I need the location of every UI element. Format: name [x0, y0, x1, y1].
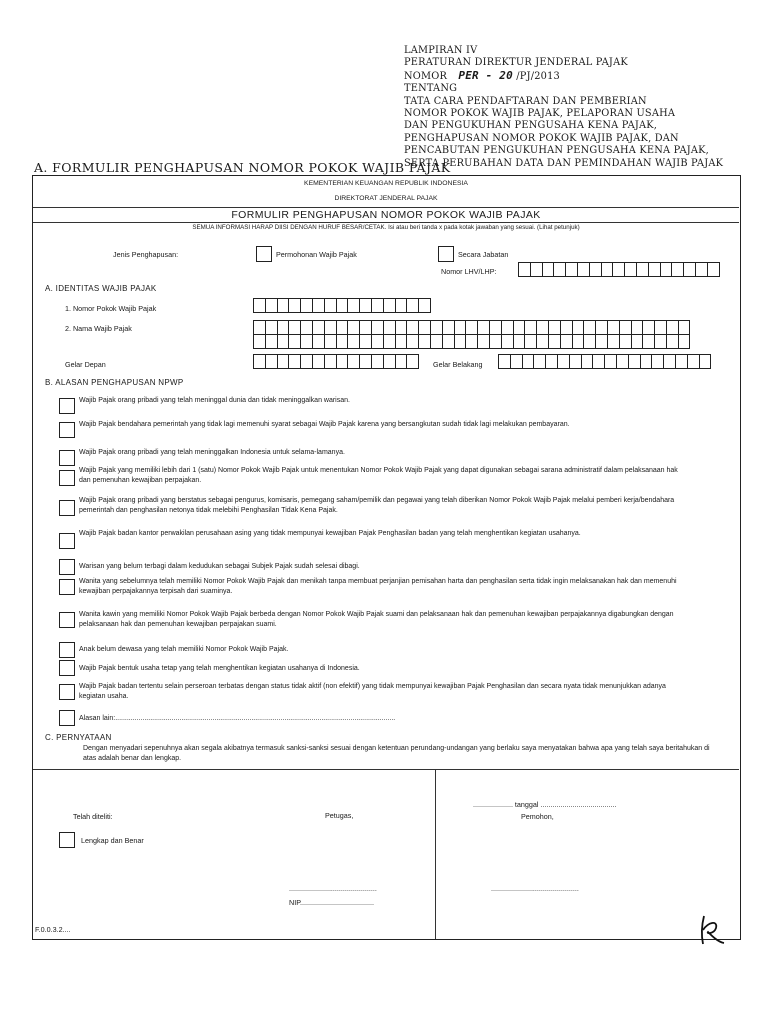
directorate-label: DIREKTORAT JENDERAL PAJAK	[334, 195, 438, 202]
header-line-10: SERTA PERUBAHAN DATA DAN PEMINDAHAN WAJIB PAJAK	[404, 157, 724, 169]
section-title: A. FORMULIR PENGHAPUSAN NOMOR POKOK WAJIB PAJAK	[34, 160, 451, 175]
reason-text: Wajib Pajak bendahara pemerintah yang tidak lagi memenuhi syarat sebagai Wajib Pajak karena yang bersangkutan sudah tidak lagi melakukan pembayaran.	[79, 421, 570, 428]
reason-text: Wajib Pajak badan tertentu selain perseroan terbatas dengan status tidak aktif (non efektif) yang tidak mempunyai kewajiban Pajak Penghasilan dan secara nyata tidak menunjukkan adanya kegiatan usaha.	[79, 683, 666, 701]
handwritten-number: PER - 20	[458, 68, 513, 82]
reason-checkbox[interactable]	[59, 559, 75, 575]
permohonan-label: Permohonan Wajib Pajak	[276, 250, 357, 259]
reason-text: Wajib Pajak yang memiliki lebih dari 1 (satu) Nomor Pokok Wajib Pajak untuk menentukan Nomor Pokok Wajib Pajak yang dapat digunakan sebagai sarana administratif dalam pelaksanaan hak dan pemenuhan kewajiban perpajakan.	[79, 467, 678, 485]
reason-checkbox[interactable]	[59, 533, 75, 549]
header-tentang: TENTANG	[404, 83, 458, 95]
instruction-text: SEMUA INFORMASI HARAP DIISI DENGAN HURUF BESAR/CETAK. Isi atau beri tanda x pada kotak jawaban yang sesuai. (Lihat petunjuk)	[192, 224, 580, 231]
jenis-label: Jenis Penghapusan:	[113, 250, 179, 259]
petugas-label: Petugas,	[325, 811, 354, 820]
reason-text: Wajib Pajak orang pribadi yang berstatus sebagai pengurus, komisaris, pemegang saham/pemilik dan pegawai yang telah diberikan Nomor Pokok Wajib Pajak melalui pemberi kerja/bendahara pemerintah dan penghasilan netonya tidak melebihi Penghasilan Tidak Kena Pajak.	[79, 497, 675, 515]
reason-checkbox[interactable]	[59, 710, 75, 726]
reason-checkbox[interactable]	[59, 450, 75, 466]
form-title: FORMULIR PENGHAPUSAN NOMOR POKOK WAJIB PAJAK	[231, 209, 541, 221]
regulation-header	[404, 45, 723, 170]
nama-input-row-2[interactable]	[254, 334, 690, 349]
header-line-9: PENCABUTAN PENGUKUHAN PENGUSAHA KENA PAJAK,	[404, 145, 709, 157]
vertical-divider	[435, 769, 436, 939]
nama-input-row-1[interactable]	[254, 320, 690, 335]
header-lampiran: LAMPIRAN IV	[404, 45, 478, 56]
reason-text: Wanita yang sebelumnya telah memiliki Nomor Pokok Wajib Pajak dan menikah tanpa membuat perjanjian pemisahan harta dan penghasilan serta tidak ingin melaksanakan hak dan memenuhi kewajiban perpajakannya terpisah dari suaminya.	[79, 578, 677, 596]
nip-field[interactable]: NIP.....................................	[289, 898, 374, 907]
jabatan-checkbox[interactable]	[438, 246, 454, 262]
form-frame	[32, 175, 741, 940]
nama-label: 2. Nama Wajib Pajak	[65, 324, 132, 333]
nomor-lhv-label: Nomor LHV/LHP:	[441, 267, 497, 276]
nomor-lhv-input[interactable]	[519, 262, 720, 277]
gelar-belakang-label: Gelar Belakang	[433, 360, 483, 369]
section-c-heading: C. PERNYATAAN	[45, 733, 112, 742]
header-line-6: NOMOR POKOK WAJIB PAJAK, PELAPORAN USAHA	[404, 108, 676, 120]
gelar-belakang-input[interactable]	[499, 354, 711, 369]
divider	[33, 207, 739, 208]
reason-checkbox[interactable]	[59, 398, 75, 414]
reason-checkbox[interactable]	[59, 684, 75, 700]
gelar-depan-label: Gelar Depan	[65, 360, 106, 369]
tanggal-field[interactable]: .................... tanggal ......................................	[473, 800, 617, 809]
reason-checkbox[interactable]	[59, 470, 75, 486]
header-peraturan: PERATURAN DIREKTUR JENDERAL PAJAK	[404, 57, 628, 69]
telah-diteliti-label: Telah diteliti:	[73, 812, 113, 821]
reason-checkbox[interactable]	[59, 422, 75, 438]
header-nomor-line	[404, 70, 723, 83]
reason-checkbox[interactable]	[59, 579, 75, 595]
gelar-depan-input[interactable]	[254, 354, 419, 369]
reason-text: Wajib Pajak bentuk usaha tetap yang telah menghentikan kegiatan usahanya di Indonesia.	[79, 665, 360, 672]
divider	[33, 222, 739, 223]
header-nomor: NOMOR	[404, 70, 448, 82]
npwp-label: 1. Nomor Pokok Wajib Pajak	[65, 304, 157, 313]
reason-text: Anak belum dewasa yang telah memiliki Nomor Pokok Wajib Pajak.	[79, 646, 289, 653]
reason-text: Alasan lain:................................................................................................................................................	[79, 715, 396, 722]
header-line-5: TATA CARA PENDAFTARAN DAN PEMBERIAN	[404, 95, 647, 107]
reason-checkbox[interactable]	[59, 612, 75, 628]
lengkap-label: Lengkap dan Benar	[81, 836, 144, 845]
handwritten-initial-icon	[696, 912, 728, 948]
section-a-heading: A. IDENTITAS WAJIB PAJAK	[45, 284, 157, 293]
header-line-7: DAN PENGUKUHAN PENGUSAHA KENA PAJAK,	[404, 120, 658, 132]
signature-line-petugas: ............................................	[289, 884, 377, 893]
lengkap-checkbox[interactable]	[59, 832, 75, 848]
reason-checkbox[interactable]	[59, 660, 75, 676]
reason-text: Wanita kawin yang memiliki Nomor Pokok Wajib Pajak berbeda dengan Nomor Pokok Wajib Pajak suami dan pelaksanaan hak dan pemenuhan kewajiban perpajakannya digabungkan dengan pelaksanaan hak dan pemenuhan kewajiban perpajakan suami.	[79, 611, 674, 629]
header-line-8: PENGHAPUSAN NOMOR POKOK WAJIB PAJAK, DAN	[404, 132, 679, 144]
jabatan-label: Secara Jabatan	[458, 250, 509, 259]
form-code: F.0.0.3.2....	[35, 925, 71, 934]
reason-checkbox[interactable]	[59, 642, 75, 658]
statement-text: Dengan menyadari sepenuhnya akan segala akibatnya termasuk sanksi-sanksi sesuai dengan ketentuan perundang-undangan yang berlaku saya menyatakan bahwa apa yang telah saya beritahukan di atas adalah benar dan lengkap.	[83, 745, 710, 763]
section-b-heading: B. ALASAN PENGHAPUSAN NPWP	[45, 378, 184, 387]
reason-text: Warisan yang belum terbagi dalam kedudukan sebagai Subjek Pajak sudah selesai dibagi.	[79, 563, 360, 570]
signature-line-pemohon: ............................................	[491, 884, 579, 893]
divider	[33, 769, 739, 770]
pemohon-label: Pemohon,	[521, 812, 554, 821]
reason-text: Wajib Pajak badan kantor perwakilan perusahaan asing yang tidak mempunyai kewajiban Pajak Penghasilan badan yang telah menghentikan kegiatan usahanya.	[79, 530, 581, 537]
npwp-input[interactable]	[254, 298, 431, 313]
permohonan-checkbox[interactable]	[256, 246, 272, 262]
reason-checkbox[interactable]	[59, 500, 75, 516]
reason-text: Wajib Pajak orang pribadi yang telah meninggalkan Indonesia untuk selama-lamanya.	[79, 449, 345, 456]
ministry-label: KEMENTERIAN KEUANGAN REPUBLIK INDONESIA	[304, 180, 468, 187]
reason-text: Wajib Pajak orang pribadi yang telah meninggal dunia dan tidak meninggalkan warisan.	[79, 397, 350, 404]
header-nomor-suffix: /PJ/2013	[516, 70, 560, 82]
